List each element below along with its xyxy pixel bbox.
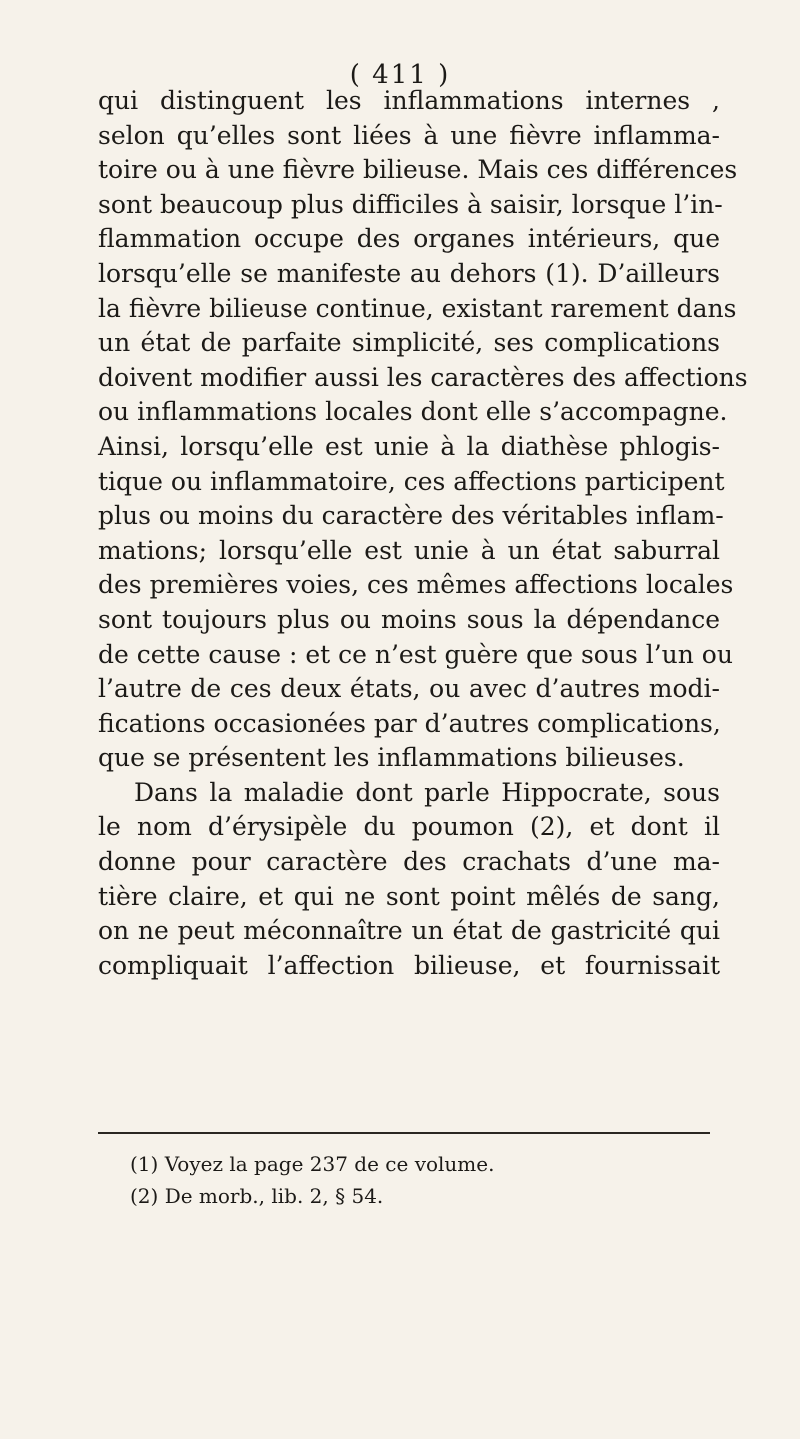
text-line: plus ou moins du caractère des véritables inflam- (98, 501, 724, 531)
text-line: fications occasionées par d’autres complications, (98, 708, 721, 738)
text-line: Ainsi, lorsqu’elle est unie à la diathèse phlogis- (98, 431, 720, 461)
text-line: qui distinguent les inflammations internes , (98, 86, 720, 115)
text-line: sont toujours plus ou moins sous la dépendance (98, 604, 720, 634)
text-line: tique ou inflammatoire, ces affections participent (98, 466, 725, 496)
text-line: lorsqu’elle se manifeste au dehors (1). D’ailleurs (98, 258, 720, 288)
footnote-divider (98, 1132, 710, 1134)
text-line: doivent modifier aussi les caractères des affections (98, 362, 748, 392)
text-line: l’autre de ces deux états, ou avec d’autres modi- (98, 674, 720, 704)
text-line: compliquait l’affection bilieuse, et fournissait (98, 950, 720, 980)
text-line: sont beaucoup plus difficiles à saisir, lorsque l’in- (98, 189, 723, 219)
text-line: toire ou à une fièvre bilieuse. Mais ces différences (98, 155, 738, 185)
text-line: de cette cause : et ce n’est guère que sous l’un ou (98, 639, 733, 669)
text-line: tière claire, et qui ne sont point mêlés de sang, (98, 881, 720, 911)
text-line: ou inflammations locales dont elle s’accompagne. (98, 397, 728, 427)
text-line: selon qu’elles sont liées à une fièvre inflamma- (98, 120, 720, 150)
body-text (98, 84, 748, 983)
text-line: le nom d’érysipèle du poumon (2), et dont il (98, 812, 720, 842)
text-line: la fièvre bilieuse continue, existant rarement dans (98, 293, 737, 323)
footnote: (2) De morb., lib. 2, § 54. (130, 1184, 384, 1208)
text-line: flammation occupe des organes intérieurs, que (98, 224, 720, 254)
text-line: que se présentent les inflammations bilieuses. (98, 743, 685, 773)
text-line: donne pour caractère des crachats d’une ma- (98, 847, 720, 877)
footnote: (1) Voyez la page 237 de ce volume. (130, 1152, 495, 1176)
text-line: on ne peut méconnaître un état de gastricité qui (98, 916, 720, 946)
text-line: mations; lorsqu’elle est unie à un état saburral (98, 535, 720, 565)
page-number: ( 411 ) (349, 60, 451, 90)
text-line: des premières voies, ces mêmes affections locales (98, 570, 734, 600)
text-line-paragraph-start: Dans la maladie dont parle Hippocrate, sous (134, 777, 720, 807)
text-line: un état de parfaite simplicité, ses complications (98, 328, 720, 358)
footnotes (130, 1148, 690, 1212)
